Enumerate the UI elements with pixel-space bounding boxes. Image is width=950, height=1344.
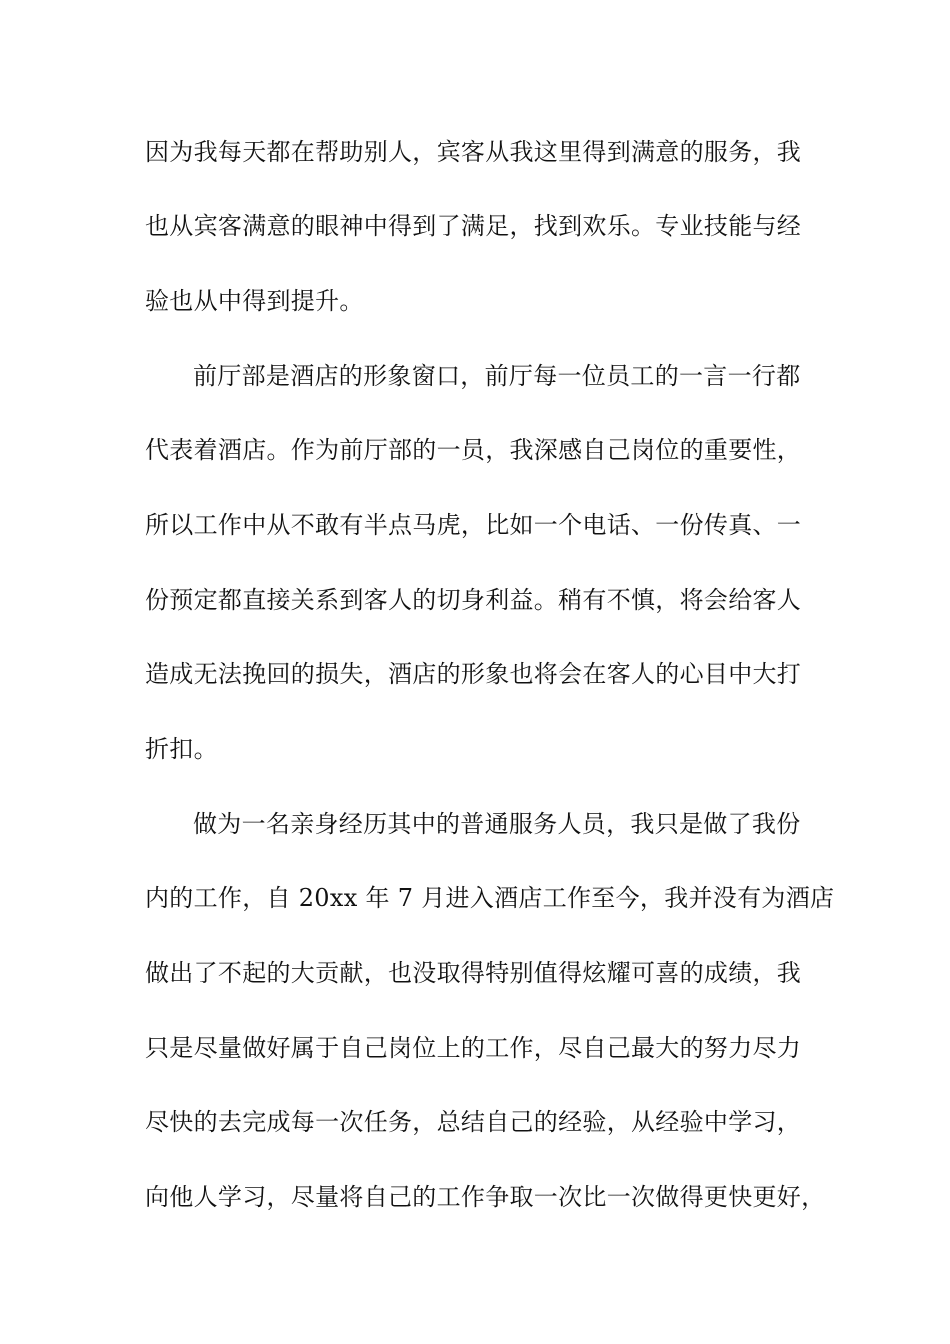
text-line: 验也从中得到提升。 — [145, 287, 364, 315]
text-line: 代表着酒店。作为前厅部的一员，我深感自己岗位的重要性， — [145, 436, 802, 464]
text-line: 向他人学习，尽量将自己的工作争取一次比一次做得更快更好， — [145, 1183, 826, 1211]
text-line: 所以工作中从不敢有半点马虎，比如一个电话、一份传真、一 — [145, 511, 802, 539]
text-line: 因为我每天都在帮助别人，宾客从我这里得到满意的服务，我 — [145, 138, 802, 166]
text-line: 份预定都直接关系到客人的切身利益。稍有不慎，将会给客人 — [145, 586, 802, 614]
paragraph-first-line: 前厅部是酒店的形象窗口，前厅每一位员工的一言一行都 — [193, 362, 801, 390]
text-line: 内的工作，自 20xx 年 7 月进入酒店工作至今，我并没有为酒店 — [145, 884, 835, 912]
text-line: 也从宾客满意的眼神中得到了满足，找到欢乐。专业技能与经 — [145, 212, 802, 240]
text-line: 做出了不起的大贡献，也没取得特别值得炫耀可喜的成绩，我 — [145, 959, 802, 987]
paragraph-first-line: 做为一名亲身经历其中的普通服务人员，我只是做了我份 — [193, 810, 801, 838]
text-line: 折扣。 — [145, 735, 218, 763]
text-line: 只是尽量做好属于自己岗位上的工作，尽自己最大的努力尽力 — [145, 1034, 802, 1062]
text-line: 造成无法挽回的损失，酒店的形象也将会在客人的心目中大打 — [145, 660, 802, 688]
text-line: 尽快的去完成每一次任务，总结自己的经验，从经验中学习， — [145, 1108, 802, 1136]
